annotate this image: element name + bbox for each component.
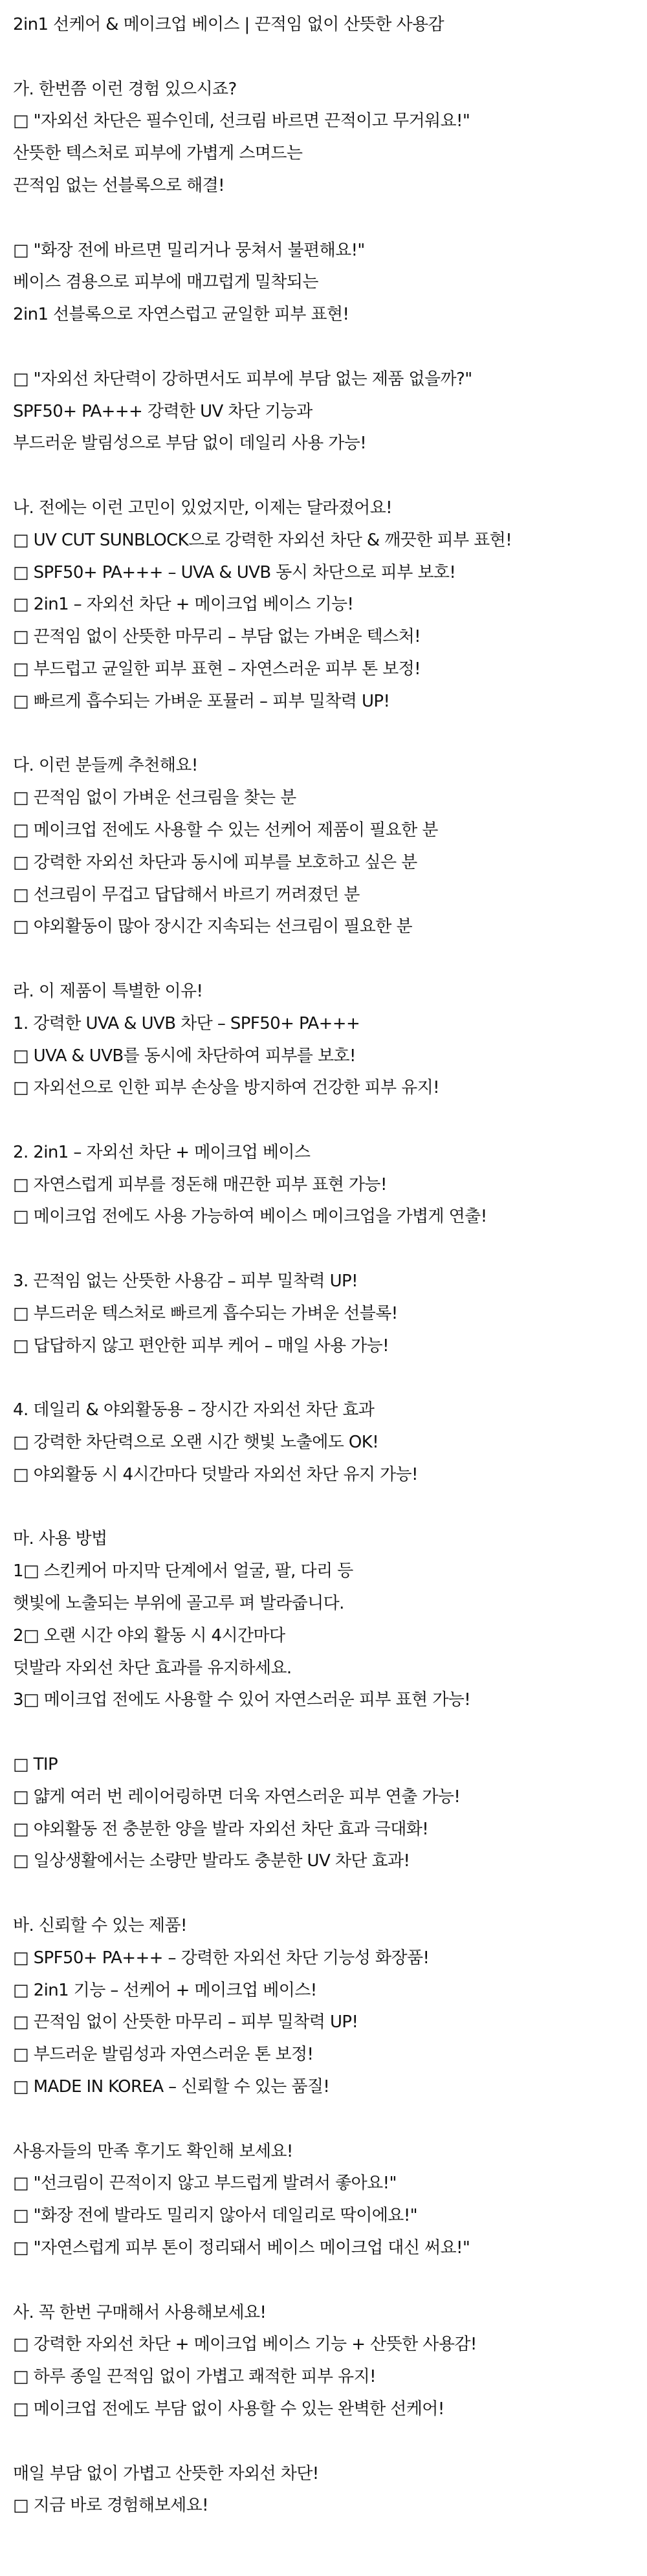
- bullet-line: □ "자외선 차단은 필수인데, 선크림 바르면 끈적이고 무거워요!": [13, 111, 470, 131]
- section-heading: 사. 꼭 한번 구매해서 사용해보세요!: [13, 2302, 267, 2322]
- bullet-line: □ 부드러운 발림성과 자연스러운 톤 보정!: [13, 2045, 314, 2065]
- section-heading: 바. 신뢰할 수 있는 제품!: [13, 1916, 187, 1936]
- bullet-line: □ 얇게 여러 번 레이어링하면 더욱 자연스러운 피부 연출 가능!: [13, 1787, 461, 1807]
- bullet-line: □ 끈적임 없이 가벼운 선크림을 찾는 분: [13, 788, 296, 808]
- section-heading: 다. 이런 분들께 추천해요!: [13, 756, 198, 776]
- text-line: 햇빛에 노출되는 부위에 골고루 펴 발라줍니다.: [13, 1594, 344, 1614]
- bullet-line: □ 자연스럽게 피부를 정돈해 매끈한 피부 표현 가능!: [13, 1174, 387, 1194]
- section-heading: 가. 한번쯤 이런 경험 있으시죠?: [13, 79, 237, 99]
- blank-line: [13, 2426, 641, 2458]
- blank-line: [13, 41, 641, 74]
- bullet-line: □ 강력한 차단력으로 오랜 시간 햇빛 노출에도 OK!: [13, 1433, 379, 1453]
- section-heading: 라. 이 제품이 특별한 이유!: [13, 981, 203, 1001]
- blank-line: [13, 1105, 641, 1137]
- blank-line: [13, 1492, 641, 1524]
- blank-line: [13, 203, 641, 235]
- bullet-line: □ 지금 바로 경험해보세요!: [13, 2496, 208, 2516]
- text-line: 1□ 스킨케어 마지막 단계에서 얼굴, 팔, 다리 등: [13, 1561, 353, 1581]
- bullet-line: □ 답답하지 않고 편안한 피부 케어 – 매일 사용 가능!: [13, 1336, 389, 1356]
- bullet-line: □ 빠르게 흡수되는 가벼운 포뮬러 – 피부 밀착력 UP!: [13, 691, 390, 711]
- blank-line: [13, 1717, 641, 1749]
- text-line: 부드러운 발림성으로 부담 없이 데일리 사용 가능!: [13, 434, 367, 454]
- bullet-line: □ 메이크업 전에도 사용할 수 있는 선케어 제품이 필요한 분: [13, 820, 438, 840]
- page-title: 2in1 선케어 & 메이크업 베이스 | 끈적임 없이 산뜻한 사용감: [13, 15, 444, 34]
- subsection-heading: 4. 데일리 & 야외활동용 – 장시간 자외선 차단 효과: [13, 1400, 375, 1420]
- subsection-heading: 3. 끈적임 없는 산뜻한 사용감 – 피부 밀착력 UP!: [13, 1271, 358, 1292]
- bullet-line: □ 부드럽고 균일한 피부 표현 – 자연스러운 피부 톤 보정!: [13, 659, 421, 679]
- blank-line: [13, 2265, 641, 2297]
- blank-line: [13, 718, 641, 751]
- text-line: 덧발라 자외선 차단 효과를 유지하세요.: [13, 1658, 292, 1678]
- bullet-line: □ 자외선으로 인한 피부 손상을 방지하여 건강한 피부 유지!: [13, 1078, 439, 1098]
- section-heading: 나. 전에는 이런 고민이 있었지만, 이제는 달라졌어요!: [13, 498, 392, 518]
- text-line: 3□ 메이크업 전에도 사용할 수 있어 자연스러운 피부 표현 가능!: [13, 1690, 471, 1710]
- bullet-line: □ UV CUT SUNBLOCK으로 강력한 자외선 차단 & 깨끗한 피부 표현!: [13, 530, 512, 550]
- bullet-line: □ 끈적임 없이 산뜻한 마무리 – 피부 밀착력 UP!: [13, 2012, 358, 2032]
- bullet-line: □ 강력한 자외선 차단과 동시에 피부를 보호하고 싶은 분: [13, 852, 417, 872]
- bullet-line: □ 일상생활에서는 소량만 발라도 충분한 UV 차단 효과!: [13, 1851, 410, 1871]
- bullet-line: □ 메이크업 전에도 사용 가능하여 베이스 메이크업을 가볍게 연출!: [13, 1207, 487, 1227]
- bullet-line: □ UVA & UVB를 동시에 차단하여 피부를 보호!: [13, 1046, 356, 1066]
- blank-line: [13, 2104, 641, 2136]
- text-line: 산뜻한 텍스처로 피부에 가볍게 스며드는: [13, 144, 303, 164]
- bullet-line: □ MADE IN KOREA – 신뢰할 수 있는 품질!: [13, 2077, 330, 2097]
- bullet-line: □ 2in1 – 자외선 차단 + 메이크업 베이스 기능!: [13, 595, 354, 615]
- bullet-line: □ 끈적임 없이 산뜻한 마무리 – 부담 없는 가벼운 텍스처!: [13, 627, 421, 647]
- bullet-line: □ SPF50+ PA+++ – 강력한 자외선 차단 기능성 화장품!: [13, 1948, 430, 1968]
- bullet-line: □ "선크림이 끈적이지 않고 부드럽게 발려서 좋아요!": [13, 2174, 397, 2194]
- bullet-line: □ "자외선 차단력이 강하면서도 피부에 부담 없는 제품 없을까?": [13, 369, 472, 389]
- text-line: 베이스 겸용으로 피부에 매끄럽게 밀착되는: [13, 272, 318, 292]
- blank-line: [13, 1362, 641, 1394]
- blank-line: [13, 1878, 641, 1910]
- bullet-line: □ TIP: [13, 1755, 58, 1775]
- text-line: 사용자들의 만족 후기도 확인해 보세요!: [13, 2141, 293, 2161]
- bullet-line: □ SPF50+ PA+++ – UVA & UVB 동시 차단으로 피부 보호!: [13, 562, 456, 582]
- blank-line: [13, 460, 641, 492]
- bullet-line: □ 선크림이 무겁고 답답해서 바르기 꺼려졌던 분: [13, 885, 360, 905]
- bullet-line: □ 야외활동 전 충분한 양을 발라 자외선 차단 효과 극대화!: [13, 1819, 429, 1839]
- blank-line: [13, 1233, 641, 1266]
- bullet-line: □ "자연스럽게 피부 톤이 정리돼서 베이스 메이크업 대신 써요!": [13, 2238, 470, 2258]
- bullet-line: □ "화장 전에 바르면 밀리거나 뭉쳐서 불편해요!": [13, 240, 365, 260]
- bullet-line: □ 야외활동 시 4시간마다 덧발라 자외선 차단 유지 가능!: [13, 1464, 418, 1484]
- text-line: 2in1 선블록으로 자연스럽고 균일한 피부 표현!: [13, 305, 349, 325]
- bullet-line: □ 강력한 자외선 차단 + 메이크업 베이스 기능 + 산뜻한 사용감!: [13, 2335, 477, 2355]
- subsection-heading: 1. 강력한 UVA & UVB 차단 – SPF50+ PA+++: [13, 1013, 360, 1033]
- section-heading: 마. 사용 방법: [13, 1529, 107, 1549]
- bullet-line: □ 야외활동이 많아 장시간 지속되는 선크림이 필요한 분: [13, 917, 412, 937]
- bullet-line: □ 2in1 기능 – 선케어 + 메이크업 베이스!: [13, 1980, 317, 2000]
- text-line: 매일 부담 없이 가볍고 산뜻한 자외선 차단!: [13, 2463, 319, 2483]
- bullet-line: □ 메이크업 전에도 부담 없이 사용할 수 있는 완벽한 선케어!: [13, 2399, 444, 2419]
- text-line: 2□ 오랜 시간 야외 활동 시 4시간마다: [13, 1625, 285, 1646]
- document-body: [13, 9, 641, 2522]
- bullet-line: □ 하루 종일 끈적임 없이 가볍고 쾌적한 피부 유지!: [13, 2367, 376, 2387]
- bullet-line: □ 부드러운 텍스처로 빠르게 흡수되는 가벼운 선블록!: [13, 1303, 398, 1323]
- blank-line: [13, 331, 641, 364]
- text-line: 끈적임 없는 선블록으로 해결!: [13, 175, 225, 195]
- text-line: SPF50+ PA+++ 강력한 UV 차단 기능과: [13, 401, 313, 421]
- subsection-heading: 2. 2in1 – 자외선 차단 + 메이크업 베이스: [13, 1142, 311, 1162]
- bullet-line: □ "화장 전에 발라도 밀리지 않아서 데일리로 딱이에요!": [13, 2206, 417, 2226]
- blank-line: [13, 943, 641, 976]
